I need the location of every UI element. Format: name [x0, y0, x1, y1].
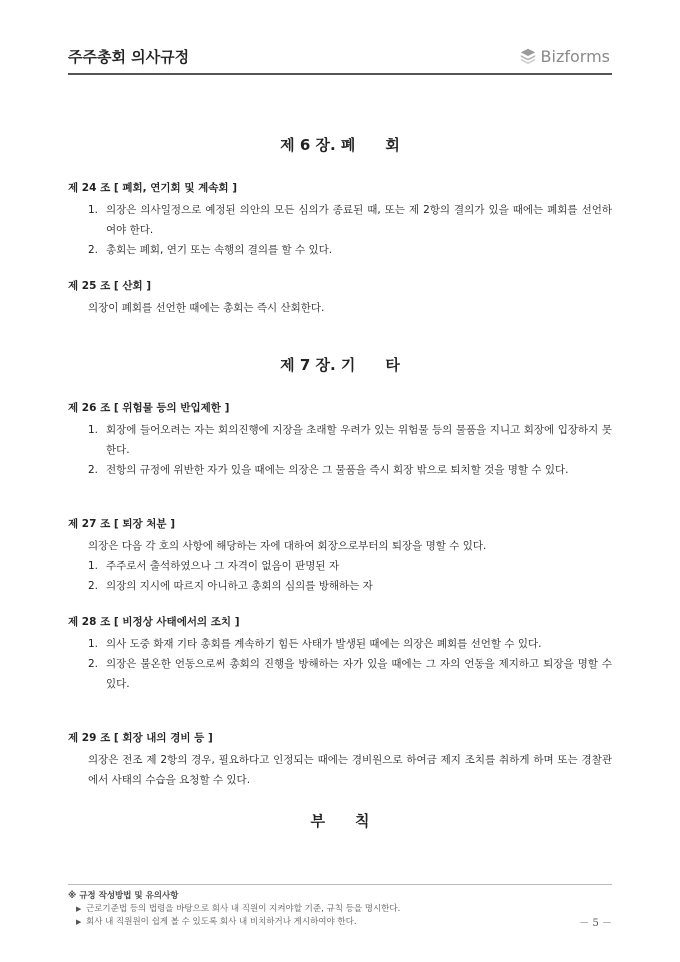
item-number: 2.: [88, 658, 99, 670]
triangle-bullet-icon: ▶: [76, 905, 82, 913]
item-text: 총회는 폐회, 연기 또는 속행의 결의를 할 수 있다.: [106, 244, 333, 256]
article-28: [68, 612, 612, 694]
item-text: 의장은 의사일정으로 예정된 의안의 모든 심의가 종료된 때, 또는 제 2항의 결의가 있을 때에는 폐회를 선언하여야 한다.: [106, 204, 612, 236]
list-item: [88, 420, 612, 460]
appendix-heading: 부 칙: [310, 812, 370, 830]
list-item: [68, 916, 612, 929]
article-29: [68, 728, 612, 790]
article-title: 제 25 조 [ 산회 ]: [68, 280, 152, 292]
logo-text: Bizforms: [540, 46, 610, 66]
article-title: 제 26 조 [ 위험물 등의 반입제한 ]: [68, 402, 230, 414]
list-item: [88, 240, 612, 260]
article-item-list: [68, 634, 612, 694]
header-divider: [68, 73, 612, 75]
article-title: 제 29 조 [ 회장 내의 경비 등 ]: [68, 732, 213, 744]
article-item-list: [68, 420, 612, 480]
item-number: 2.: [88, 580, 99, 592]
list-item: [68, 903, 612, 916]
article-title: 제 28 조 [ 비정상 사태에서의 조치 ]: [68, 616, 240, 628]
article-text: 의장이 폐회를 선언한 때에는 총회는 즉시 산회한다.: [88, 302, 325, 314]
document-title: 주주총회 의사규정: [68, 48, 190, 66]
footer-divider: [68, 884, 612, 885]
page-number: － 5 －: [579, 918, 612, 929]
note-text: 회사 내 직원원이 쉽게 볼 수 있도록 회사 내 비치하거나 게시하여야 한다.: [86, 917, 357, 927]
item-number: 1.: [88, 638, 99, 650]
footer-notes: [68, 890, 612, 929]
article-24: [68, 178, 612, 260]
note-text: 근로기준법 등의 법령을 바탕으로 회사 내 직원이 지켜야할 기준, 규칙 등을 명시한다.: [86, 904, 401, 914]
triangle-bullet-icon: ▶: [76, 918, 82, 926]
list-item: [88, 576, 612, 596]
article-title: 제 27 조 [ 퇴장 처분 ]: [68, 518, 176, 530]
item-text: 전항의 규정에 위반한 자가 있을 때에는 의장은 그 물품을 즉시 회장 밖으로 퇴치할 것을 명할 수 있다.: [106, 464, 569, 476]
item-text: 의장은 불온한 언동으로써 총회의 진행을 방해하는 자가 있을 때에는 그 자의 언동을 제지하고 퇴장을 명할 수 있다.: [106, 658, 612, 690]
list-item: [88, 460, 612, 480]
item-text: 회장에 들어오려는 자는 회의진행에 지장을 초래할 우려가 있는 위험물 등의 물품을 지니고 회장에 입장하지 못한다.: [106, 424, 612, 456]
item-text: 의사 도중 화재 기타 총회를 계속하기 힘든 사태가 발생된 때에는 의장은 폐회를 선언할 수 있다.: [106, 638, 542, 650]
list-item: [88, 200, 612, 240]
article-title: 제 24 조 [ 폐회, 연기회 및 계속회 ]: [68, 182, 238, 194]
article-27: [68, 514, 612, 596]
item-number: 2.: [88, 244, 99, 256]
item-number: 1.: [88, 204, 99, 216]
page-header: [68, 44, 612, 72]
article-text: 의장은 전조 제 2항의 경우, 필요하다고 인정되는 때에는 경비원으로 하여금 제지 조치를 취하게 하며 또는 경찰관에서 사태의 수습을 요청할 수 있다.: [88, 754, 612, 786]
item-text: 의장의 지시에 따르지 아니하고 총회의 심의를 방해하는 자: [106, 580, 373, 592]
list-item: [88, 556, 612, 576]
bizforms-logo: [519, 44, 610, 68]
item-number: 1.: [88, 424, 99, 436]
article-25: [68, 276, 612, 318]
article-26: [68, 398, 612, 480]
item-text: 주주로서 출석하였으나 그 자격이 없음이 판명된 자: [106, 560, 340, 572]
list-item: [88, 634, 612, 654]
article-item-list: [68, 200, 612, 260]
item-number: 1.: [88, 560, 99, 572]
layers-icon: [519, 47, 537, 65]
article-text: 의장은 다음 각 호의 사항에 해당하는 자에 대하여 회장으로부터의 퇴장을 명할 수 있다.: [88, 540, 487, 552]
chapter-6-heading: 제 6 장. 폐 회: [280, 136, 400, 154]
notes-title: ※ 규정 작성방법 및 유의사항: [68, 891, 179, 901]
item-number: 2.: [88, 464, 99, 476]
list-item: [88, 654, 612, 694]
article-item-list: [68, 556, 612, 596]
chapter-7-heading: 제 7 장. 기 타: [280, 356, 400, 374]
